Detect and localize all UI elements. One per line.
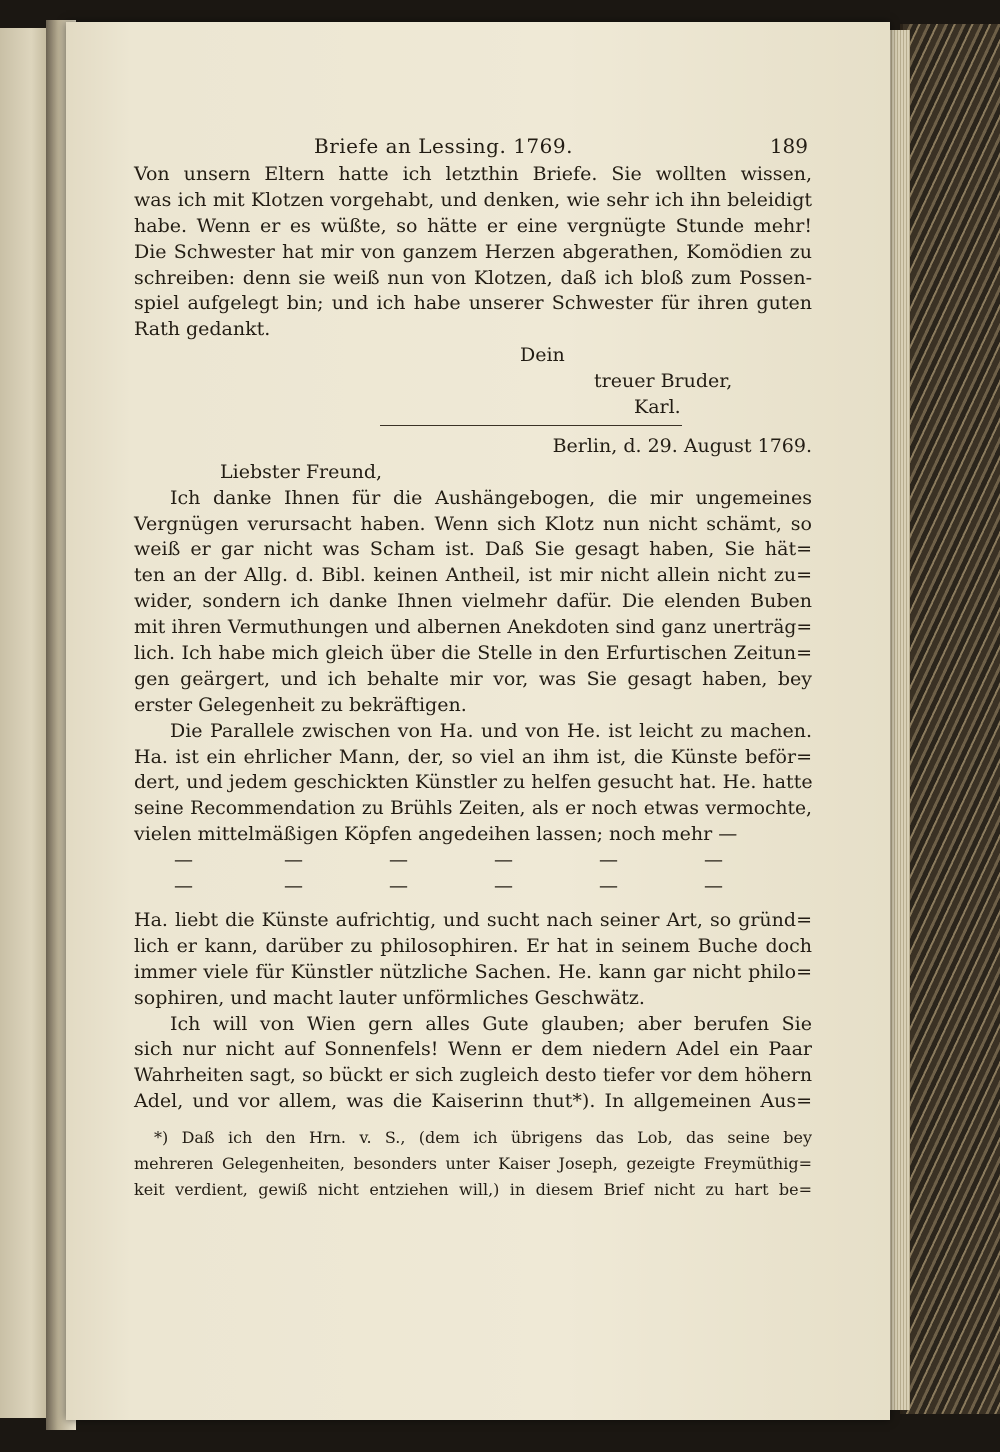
text-line: ten an der Allg. d. Bibl. keinen Antheil, ist mir nicht allein nicht zu= <box>134 564 812 587</box>
dash: — <box>389 875 408 898</box>
text-line: lich er kann, darüber zu philosophiren. Er hat in seinem Buche doch <box>134 934 812 957</box>
text-line: Die Parallele zwischen von Ha. und von He. ist leicht zu machen. <box>170 719 812 742</box>
text-line: Ich will von Wien gern alles Gute glauben; aber berufen Sie <box>170 1012 812 1035</box>
letter-ending <box>134 162 812 421</box>
text-line: Vergnügen verursacht haben. Wenn sich Klotz nun nicht schämt, so <box>134 512 812 535</box>
marbled-cover-board <box>900 24 1000 1414</box>
text-line: gen geärgert, und ich behalte mir vor, was Sie gesagt haben, bey <box>134 667 812 690</box>
text-line: lich. Ich habe mich gleich über die Stelle in den Erfurtischen Zeitun= <box>134 642 812 665</box>
dash: — <box>599 849 618 872</box>
dash-row <box>134 874 812 900</box>
dash: — <box>389 849 408 872</box>
dash: — <box>599 875 618 898</box>
footnote <box>134 1125 812 1203</box>
new-letter <box>134 434 812 1115</box>
text-line: schreiben: denn sie weiß nun von Klotzen, daß ich bloß zum Possen- <box>134 266 812 289</box>
dash: — <box>284 849 303 872</box>
signature-line: Karl. <box>634 396 681 419</box>
dash: — <box>174 849 193 872</box>
footnote-line: keit verdient, gewiß nicht entziehen will,) in diesem Brief nicht zu hart be= <box>134 1180 812 1200</box>
left-page-edge <box>0 28 52 1418</box>
text-line: sophiren, und macht lauter unförmliches Geschwätz. <box>134 986 645 1009</box>
dash: — <box>284 875 303 898</box>
running-header <box>134 134 812 162</box>
text-line: sich nur nicht auf Sonnenfels! Wenn er dem niedern Adel ein Paar <box>134 1038 812 1061</box>
running-title: Briefe an Lessing. 1769. <box>314 134 573 158</box>
text-line: Wahrheiten sagt, so bückt er sich zugleich desto tiefer vor dem höhern <box>134 1065 812 1087</box>
text-line: immer viele für Künstler nützliche Sachen. He. kann gar nicht philo= <box>134 960 812 983</box>
text-line: weiß er gar nicht was Scham ist. Daß Sie gesagt haben, Sie hät= <box>134 538 812 561</box>
page-content <box>134 134 812 1203</box>
text-line: dert, und jedem geschickten Künstler zu helfen gesucht hat. He. hatte <box>134 771 813 794</box>
footnote-line: mehreren Gelegenheiten, besonders unter Kaiser Joseph, gezeigte Freymüthig= <box>134 1154 812 1174</box>
text-line: was ich mit Klotzen vorgehabt, und denken, wie sehr ich ihn beleidigt <box>134 188 812 211</box>
book-page <box>66 22 890 1420</box>
dash-row <box>134 848 812 874</box>
letter-date: Berlin, d. 29. August 1769. <box>552 434 812 457</box>
text-line: seine Recommendation zu Brühls Zeiten, als er noch etwas vermochte, <box>134 798 812 820</box>
text-line: wider, sondern ich danke Ihnen vielmehr dafür. Die elenden Buben <box>134 590 812 613</box>
footnote-line: *) Daß ich den Hrn. v. S., (dem ich übrigens das Lob, das seine bey <box>154 1128 812 1148</box>
text-line: Adel, und vor allem, was die Kaiserinn thut*). In allgemeinen Aus= <box>134 1090 812 1113</box>
text-line: mit ihren Vermuthungen und albernen Anekdoten sind ganz unerträg= <box>134 617 812 639</box>
dash: — <box>704 875 723 898</box>
text-line: Ha. liebt die Künste aufrichtig, und sucht nach seiner Art, so gründ= <box>134 908 812 931</box>
signature-line: treuer Bruder, <box>594 370 733 393</box>
text-line: Rath gedankt. <box>134 318 271 341</box>
salutation: Liebster Freund, <box>220 460 383 483</box>
text-line: spiel aufgelegt bin; und ich habe unserer Schwester für ihren guten <box>134 292 812 315</box>
text-line: Die Schwester hat mir von ganzem Herzen abgerathen, Komödien zu <box>134 240 812 263</box>
text-line: Ha. ist ein ehrlicher Mann, der, so viel an ihm ist, die Künste beför= <box>134 745 812 768</box>
text-line: vielen mittelmäßigen Köpfen angedeihen lassen; noch mehr — <box>134 823 738 846</box>
text-line: habe. Wenn er es wüßte, so hätte er eine vergnügte Stunde mehr! <box>134 214 812 237</box>
text-line: Ich danke Ihnen für die Aushängebogen, die mir ungemeines <box>170 486 812 509</box>
signature-line: Dein <box>520 344 565 367</box>
dash: — <box>494 875 513 898</box>
text-line: erster Gelegenheit zu bekräftigen. <box>134 693 467 716</box>
text-line: Von unsern Eltern hatte ich letzthin Briefe. Sie wollten wissen, <box>134 163 812 185</box>
dash: — <box>494 849 513 872</box>
dash: — <box>704 849 723 872</box>
page-number: 189 <box>769 134 808 158</box>
dash: — <box>174 875 193 898</box>
separator-rule <box>380 425 682 426</box>
